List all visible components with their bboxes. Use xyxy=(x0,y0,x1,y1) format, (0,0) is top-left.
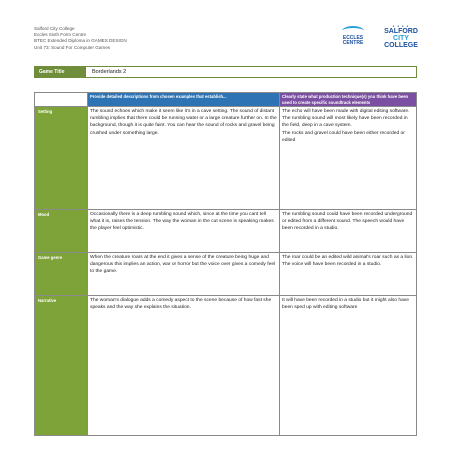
table-row xyxy=(35,107,417,210)
setting-technique: The echo will have been made with digital editing software. The rumbling sound will most likely have been recorded in the field, deep in a cave system. The rocks and gravel could have been either recorded or edited xyxy=(280,107,417,210)
logo-area xyxy=(338,24,428,54)
table-corner-cell xyxy=(35,93,88,107)
technique-column-header: Clearly state what production technique(s) you think have been used to create specific soundtrack elements xyxy=(280,93,417,107)
mood-technique: The rumbling sound could have been recorded underground or edited from a different sound. The speech would have been recorded in a studio. xyxy=(280,210,417,253)
row-label-mood: Mood xyxy=(35,210,88,253)
game-title-label: Game Title xyxy=(35,67,85,77)
setting-description: The sound echoes which make it seem like it's in a cave setting. The sound of distant rumbling implies that there could be running water or a large creature further on. In the background, though it is quite faint. You can hear the sound of rocks and gravel being crushed under something large. xyxy=(88,107,280,210)
table-row xyxy=(35,296,417,436)
table-header-row xyxy=(35,93,417,107)
row-label-game-genre: Game genre xyxy=(35,253,88,296)
header-line: Eccles Sixth Form Centre xyxy=(34,32,87,38)
row-label-narrative: Narrative xyxy=(35,296,88,436)
game-genre-technique: The roar could be an edited wild animal's roar such as a lion. The voice will have been recorded in a studio. xyxy=(280,253,417,296)
narrative-description: The woman's dialogue adds a comedy aspect to the scene because of how fast she speaks and the way she explains the situation. xyxy=(88,296,280,436)
game-genre-description: When the creature roars at the end it gives a sense of the creature being huge and dangerous this implies an action, war or horror but the voice over gives a comedy feel to the game. xyxy=(88,253,280,296)
header-line: Salford City College xyxy=(34,26,75,31)
mood-description: Occasionally there is a deep rumbling sound which, since at the time you cant tell what it is, raises the tension. The way the woman in the cut scene is speaking makes the player feel optimistic. xyxy=(88,210,280,253)
sound-analysis-table xyxy=(34,92,417,436)
header-line: Unit 73: Sound For Computer Games xyxy=(34,44,111,50)
logo-dots-icon: ● ● ● ● xyxy=(392,24,410,28)
document-header xyxy=(34,26,127,51)
narrative-technique: It will have been recorded in a studio but it might also have been sped up with editing software xyxy=(280,296,417,436)
game-title-bar xyxy=(34,66,417,78)
game-title-value: Borderlands 2 xyxy=(85,67,416,77)
row-label-setting: Setting xyxy=(35,107,88,210)
header-line: BTEC Extended Diploma in GAMES DESIGN xyxy=(34,38,127,44)
table-row xyxy=(35,210,417,253)
salford-city-college-logo: ● ● ● ● SALFORD CITY COLLEGE xyxy=(374,24,428,54)
table-row xyxy=(35,253,417,296)
eccles-centre-logo: ECCLES CENTRE xyxy=(338,26,368,52)
description-column-header: Provide detailed descriptions from chosen examples that establish... xyxy=(88,93,280,107)
